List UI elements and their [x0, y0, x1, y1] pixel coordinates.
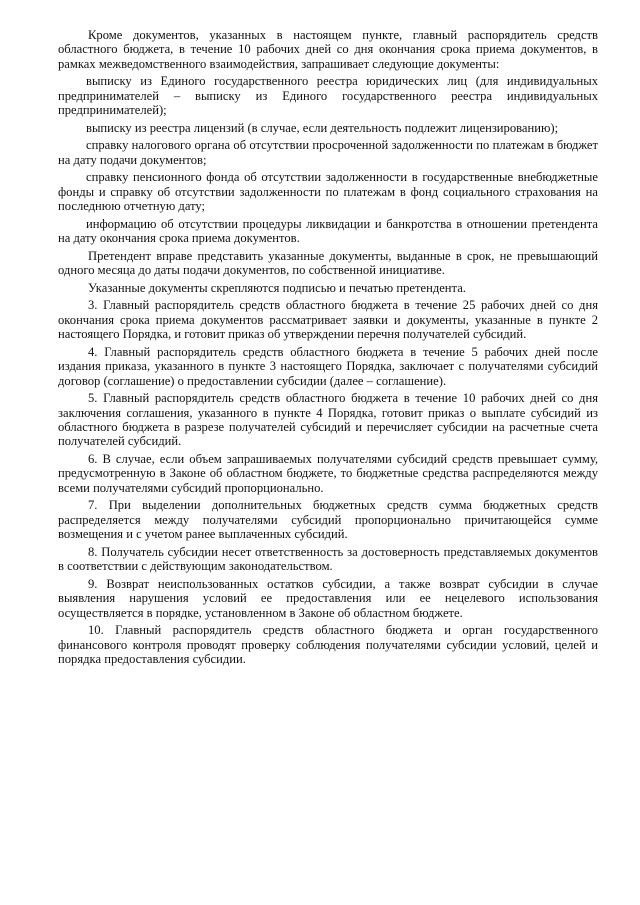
paragraph-item-liquidation: информацию об отсутствии процедуры ликвидации и банкротства в отношении претендента на дату окончания срока приема документов.: [58, 216, 598, 246]
paragraph-clause-7: 7. При выделении дополнительных бюджетных средств сумма бюджетных средств распределяется между получателями субсидий пропорционально причитающейся сумме возмещения и с учетом ранее выплаченных субсидий.: [58, 498, 598, 542]
paragraph-clause-8: 8. Получатель субсидии несет ответственность за достоверность представляемых документов в соответствии с действующим законодательством.: [58, 544, 598, 574]
paragraph-item-egrul: выписку из Единого государственного реестра юридических лиц (для индивидуальных предпринимателей – выписку из Единого государственного реестра индивидуальных предпринимателей);: [58, 74, 598, 118]
paragraph-signature: Указанные документы скрепляются подписью и печатью претендента.: [88, 280, 466, 295]
paragraph-clause-9: 9. Возврат неиспользованных остатков субсидии, а также возврат субсидии в случае выявления нарушения условий ее предоставления или ее нецелевого использования осуществляется в порядке, установленном в Законе об областном бюджете.: [58, 576, 598, 620]
paragraph-item-tax: справку налогового органа об отсутствии просроченной задолженности по платежам в бюджет на дату подачи документов;: [58, 138, 598, 167]
paragraph-clause-6: 6. В случае, если объем запрашиваемых получателями субсидий средств превышает сумму, предусмотренную в Законе об областном бюджете, то бюджетные средства распределяются между всеми получателями субсидий пропорционально.: [58, 452, 598, 495]
paragraph-clause-4: 4. Главный распорядитель средств областного бюджета в течение 5 рабочих дней после издания приказа, указанного в пункте 3 настоящего Порядка, заключает с получателями субсидий договор (соглашение) о предоставлении субсидии (далее – соглашение).: [58, 344, 598, 388]
paragraph-initiative: Претендент вправе представить указанные документы, выданные в срок, не превышающий одного месяца до даты подачи документов, по собственной инициативе.: [58, 248, 598, 278]
paragraph-clause-5: 5. Главный распорядитель средств областного бюджета в течение 10 рабочих дней со дня заключения соглашения, указанного в пункте 4 Порядка, готовит приказ о выплате субсидий из областного бюджета в разрезе получателей субсидий и перечисляет субсидии на расчетные счета получателей субсидий.: [58, 391, 598, 449]
paragraph-item-pension: справку пенсионного фонда об отсутствии задолженности в государственные внебюджетные фонды и справку об отсутствии задолженности по платежам в фонд социального страхования на последнюю отчетную дату;: [58, 170, 598, 214]
paragraph-clause-10: 10. Главный распорядитель средств областного бюджета и орган государственного финансового контроля проводят проверку соблюдения получателями субсидии условий, целей и порядка предоставления субсидии.: [58, 623, 598, 667]
paragraph-intro: Кроме документов, указанных в настоящем пункте, главный распорядитель средств областного бюджета, в течение 10 рабочих дней со дня окончания срока приема документов, в рамках межведомственного взаимодействия, запрашивает следующие документы:: [58, 28, 598, 71]
paragraph-item-licenses: выписку из реестра лицензий (в случае, если деятельность подлежит лицензированию);: [86, 120, 559, 135]
paragraph-clause-3: 3. Главный распорядитель средств областного бюджета в течение 25 рабочих дней со дня окончания срока приема документов рассматривает заявки и документы, указанные в пункте 2 настоящего Порядка, и готовит приказ об утверждении перечня получателей субсидий.: [58, 298, 598, 342]
document-page: [58, 28, 598, 670]
